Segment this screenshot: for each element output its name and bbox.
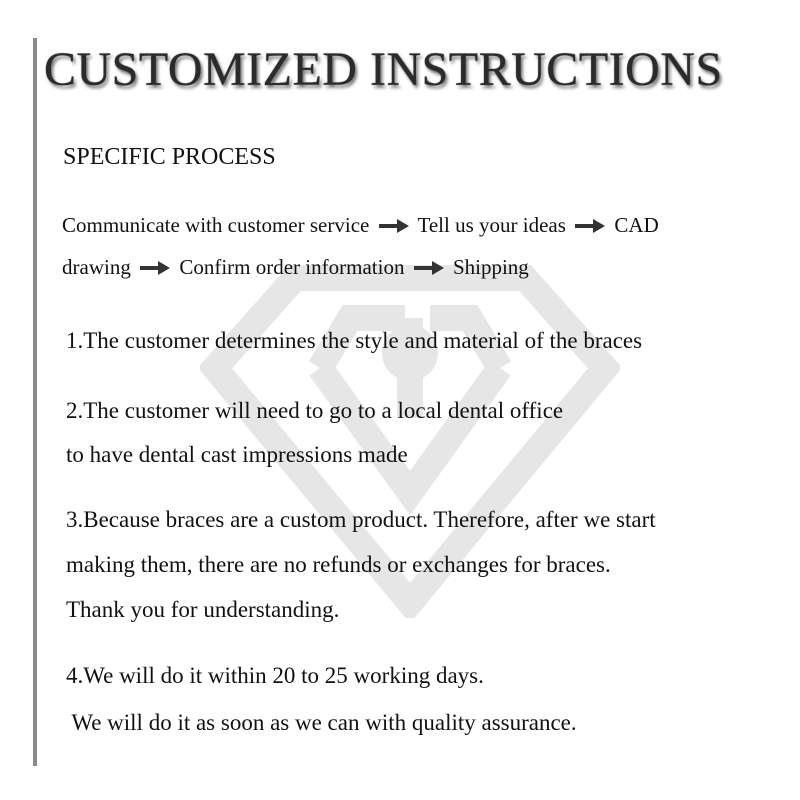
process-step: Tell us your ideas: [417, 213, 566, 237]
process-step: Shipping: [452, 255, 529, 279]
instruction-line: 2.The customer will need to go to a local dental office: [66, 398, 564, 423]
instruction-line: to have dental cast impressions made: [66, 442, 408, 467]
instruction-line: Thank you for understanding.: [66, 597, 340, 622]
process-step: Communicate with customer service: [62, 213, 370, 237]
instruction-item-3: [66, 497, 778, 632]
process-step: CAD: [614, 213, 659, 237]
left-border-bar: [33, 38, 37, 766]
process-flow: [62, 204, 772, 288]
process-step: Confirm order information: [179, 255, 405, 279]
section-title: SPECIFIC PROCESS: [63, 144, 276, 170]
arrow-right-icon: [575, 219, 605, 233]
arrow-right-icon: [379, 219, 409, 233]
page-title: CUSTOMIZED INSTRUCTIONS: [44, 43, 723, 96]
process-step: drawing: [62, 255, 131, 279]
arrow-right-icon: [140, 261, 170, 275]
instruction-line: making them, there are no refunds or exchanges for braces.: [66, 552, 611, 577]
instruction-line: 1.The customer determines the style and material of the braces: [66, 328, 643, 353]
instruction-item-2: [66, 389, 778, 477]
arrow-right-icon: [414, 261, 444, 275]
instruction-item-4: [66, 652, 778, 746]
instruction-item-1: [66, 324, 778, 358]
instruction-line: 4.We will do it within 20 to 25 working days.: [66, 663, 484, 688]
instruction-line: 3.Because braces are a custom product. Therefore, after we start: [66, 507, 656, 532]
instruction-line: We will do it as soon as we can with quality assurance.: [66, 710, 577, 735]
